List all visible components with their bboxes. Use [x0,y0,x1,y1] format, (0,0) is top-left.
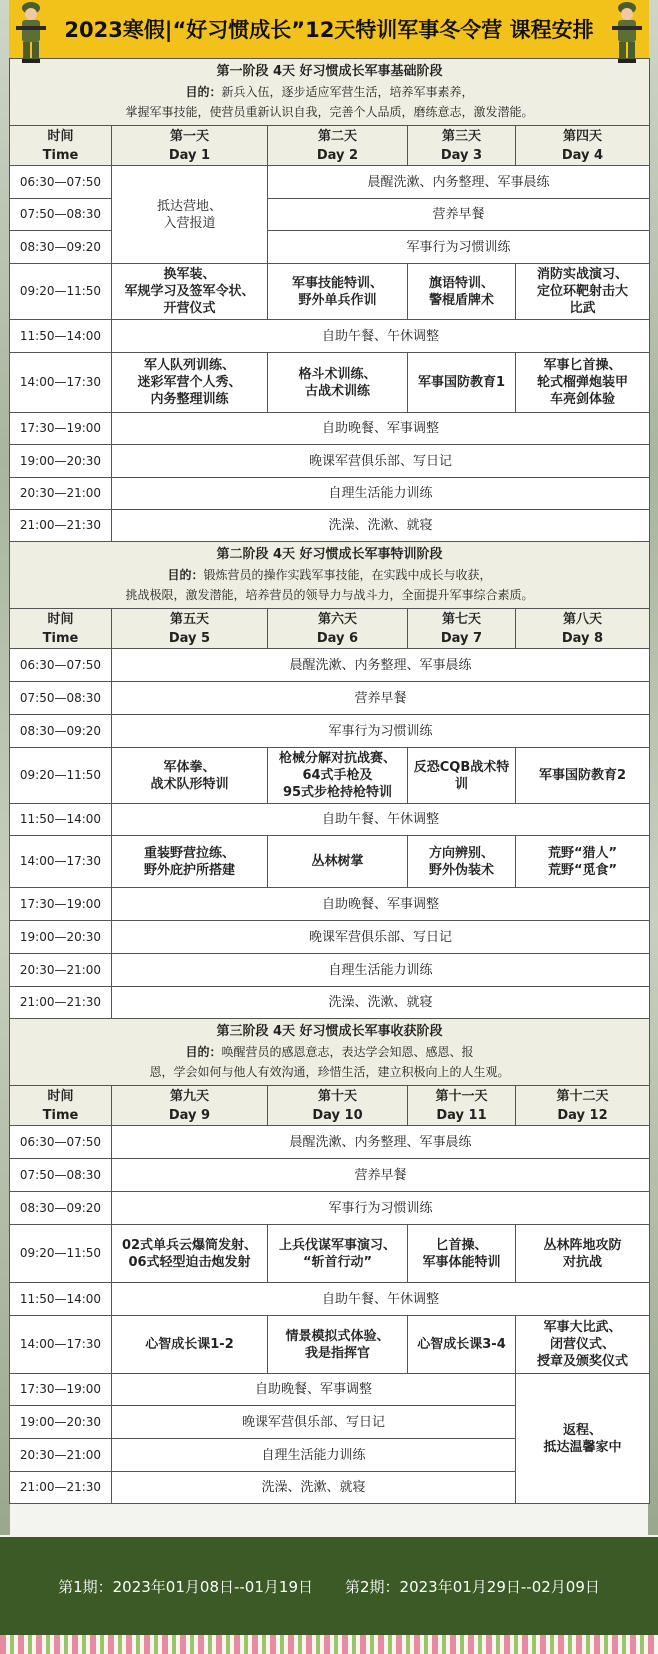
activity-cell: 军事国防教育2 [516,748,650,804]
time-column-header: 时间 Time [10,609,112,649]
session-2-dates: 第2期：2023年01月29日--02月09日 [345,1577,600,1596]
activity-cell: 反恐CQB战术特 训 [408,748,516,804]
time-cell: 20:30—21:00 [10,954,112,987]
activity-cell: 重装野营拉练、 野外庇护所搭建 [112,836,268,888]
title-bar [9,0,649,58]
activity-cell: 洗澡、洗漱、就寝 [112,1472,516,1504]
day-header: 第五天 Day 5 [112,609,268,649]
time-cell: 07:50—08:30 [10,682,112,715]
activity-cell: 自助午餐、午休调整 [112,1283,650,1316]
phase-title: 第二阶段 4天 好习惯成长军事特训阶段 [216,547,443,562]
time-cell: 07:50—08:30 [10,199,112,231]
activity-cell: 自理生活能力训练 [112,478,650,510]
time-cell: 17:30—19:00 [10,888,112,921]
time-cell: 21:00—21:30 [10,987,112,1019]
activity-cell: 自助晚餐、军事调整 [112,413,650,445]
time-cell: 19:00—20:30 [10,1406,112,1439]
day-header: 第十二天 Day 12 [516,1086,650,1126]
time-cell: 06:30—07:50 [10,166,112,199]
time-cell: 20:30—21:00 [10,478,112,510]
time-cell: 17:30—19:00 [10,413,112,445]
time-column-header: 时间 Time [10,126,112,166]
activity-cell: 军事国防教育1 [408,353,516,413]
time-cell: 08:30—09:20 [10,231,112,264]
activity-cell: 营养早餐 [268,199,650,231]
time-cell: 17:30—19:00 [10,1374,112,1406]
session-footer [0,1537,658,1635]
activity-cell: 营养早餐 [112,1159,650,1192]
day-header: 第十天 Day 10 [268,1086,408,1126]
time-cell: 08:30—09:20 [10,1192,112,1225]
time-cell: 08:30—09:20 [10,715,112,748]
time-cell: 20:30—21:00 [10,1439,112,1472]
soldier-icon [13,0,49,64]
time-column-header: 时间 Time [10,1086,112,1126]
activity-cell: 方向辨别、 野外伪装术 [408,836,516,888]
activity-cell: 军事行为习惯训练 [268,231,650,264]
activity-cell: 心智成长课1-2 [112,1316,268,1374]
activity-cell: 军体拳、 战术队形特训 [112,748,268,804]
activity-cell: 丛林阵地攻防 对抗战 [516,1225,650,1283]
day-header: 第二天 Day 2 [268,126,408,166]
activity-cell: 荒野“猎人” 荒野“觅食” [516,836,650,888]
time-cell: 06:30—07:50 [10,1126,112,1159]
day-header: 第四天 Day 4 [516,126,650,166]
phase-title: 第一阶段 4天 好习惯成长军事基础阶段 [216,64,443,79]
activity-cell: 返程、 抵达温馨家中 [516,1374,650,1504]
time-cell: 14:00—17:30 [10,836,112,888]
activity-cell: 自助午餐、午休调整 [112,804,650,836]
time-cell: 09:20—11:50 [10,748,112,804]
activity-cell: 洗澡、洗漱、就寝 [112,510,650,542]
activity-cell: 自理生活能力训练 [112,1439,516,1472]
phase-title: 第三阶段 4天 好习惯成长军事收获阶段 [216,1024,443,1039]
activity-cell: 自助晚餐、军事调整 [112,1374,516,1406]
activity-cell: 军事大比武、 闭营仪式、 授章及颁奖仪式 [516,1316,650,1374]
time-cell: 11:50—14:00 [10,804,112,836]
activity-cell: 心智成长课3-4 [408,1316,516,1374]
page-title: 2023寒假|“好习惯成长”12天特训军事冬令营 课程安排 [64,18,594,42]
goal-label: 目的： [185,85,222,99]
activity-cell: 换军装、 军规学习及签军令状、 开营仪式 [112,264,268,320]
goal-label: 目的： [167,568,204,582]
goal-text: 锻炼营员的操作实践军事技能，在实践中成长与收获， [203,568,492,582]
day-header: 第十一天 Day 11 [408,1086,516,1126]
activity-cell: 晨醒洗漱、内务整理、军事晨练 [112,1126,650,1159]
flower-border-decoration [0,1635,658,1654]
goal-text: 挑战极限，激发潜能，培养营员的领导力与战斗力，全面提升军事综合素质。 [125,588,534,602]
goal-text: 唤醒营员的感恩意志，表达学会知恩、感恩、报 [221,1045,474,1059]
activity-cell: 自助晚餐、军事调整 [112,888,650,921]
day-header: 第八天 Day 8 [516,609,650,649]
activity-cell: 晚课军营俱乐部、写日记 [112,445,650,478]
goal-text: 恩，学会如何与他人有效沟通，珍惜生活，建立积极向上的人生观。 [149,1065,510,1079]
activity-cell: 军事匕首操、 轮式榴弹炮装甲 车亮剑体验 [516,353,650,413]
activity-cell: 丛林树掌 [268,836,408,888]
activity-cell: 军事行为习惯训练 [112,1192,650,1225]
day-header: 第九天 Day 9 [112,1086,268,1126]
day-header: 第三天 Day 3 [408,126,516,166]
time-cell: 14:00—17:30 [10,1316,112,1374]
schedule-sheet [9,0,649,1525]
activity-cell: 晨醒洗漱、内务整理、军事晨练 [112,649,650,682]
activity-cell: 消防实战演习、 定位环靶射击大 比武 [516,264,650,320]
activity-cell: 自助午餐、午休调整 [112,320,650,353]
activity-cell: 晚课军营俱乐部、写日记 [112,1406,516,1439]
time-cell: 06:30—07:50 [10,649,112,682]
activity-cell: 自理生活能力训练 [112,954,650,987]
schedule-table [9,58,650,1504]
soldier-icon [609,0,645,64]
goal-label: 目的： [185,1045,222,1059]
activity-cell: 旗语特训、 警棍盾牌术 [408,264,516,320]
phase-header [10,542,650,609]
time-cell: 21:00—21:30 [10,1472,112,1504]
activity-cell: 枪械分解对抗战赛、 64式手枪及 95式步枪持枪特训 [268,748,408,804]
phase-header [10,59,650,126]
activity-cell: 洗澡、洗漱、就寝 [112,987,650,1019]
time-cell: 19:00—20:30 [10,921,112,954]
goal-text: 掌握军事技能，使营员重新认识自我，完善个人品质，磨练意志，激发潜能。 [125,105,534,119]
activity-cell: 晚课军营俱乐部、写日记 [112,921,650,954]
session-1-dates: 第1期：2023年01月08日--01月19日 [58,1577,313,1596]
activity-cell: 格斗术训练、 古战术训练 [268,353,408,413]
activity-cell: 匕首操、 军事体能特训 [408,1225,516,1283]
time-cell: 19:00—20:30 [10,445,112,478]
day-header: 第六天 Day 6 [268,609,408,649]
activity-cell: 晨醒洗漱、内务整理、军事晨练 [268,166,650,199]
time-cell: 21:00—21:30 [10,510,112,542]
activity-cell: 军事技能特训、 野外单兵作训 [268,264,408,320]
activity-cell: 军事行为习惯训练 [112,715,650,748]
day-header: 第一天 Day 1 [112,126,268,166]
activity-cell: 上兵伐谋军事演习、 “斩首行动” [268,1225,408,1283]
goal-text: 新兵入伍，逐步适应军营生活，培养军事素养， [221,85,474,99]
time-cell: 11:50—14:00 [10,1283,112,1316]
day-header: 第七天 Day 7 [408,609,516,649]
activity-cell: 营养早餐 [112,682,650,715]
time-cell: 09:20—11:50 [10,1225,112,1283]
time-cell: 11:50—14:00 [10,320,112,353]
activity-cell: 情景模拟式体验、 我是指挥官 [268,1316,408,1374]
time-cell: 09:20—11:50 [10,264,112,320]
time-cell: 07:50—08:30 [10,1159,112,1192]
activity-cell: 02式单兵云爆筒发射、 06式轻型迫击炮发射 [112,1225,268,1283]
time-cell: 14:00—17:30 [10,353,112,413]
activity-cell: 军人队列训练、 迷彩军营个人秀、 内务整理训练 [112,353,268,413]
activity-cell: 抵达营地、 入营报道 [112,166,268,264]
phase-header [10,1019,650,1086]
